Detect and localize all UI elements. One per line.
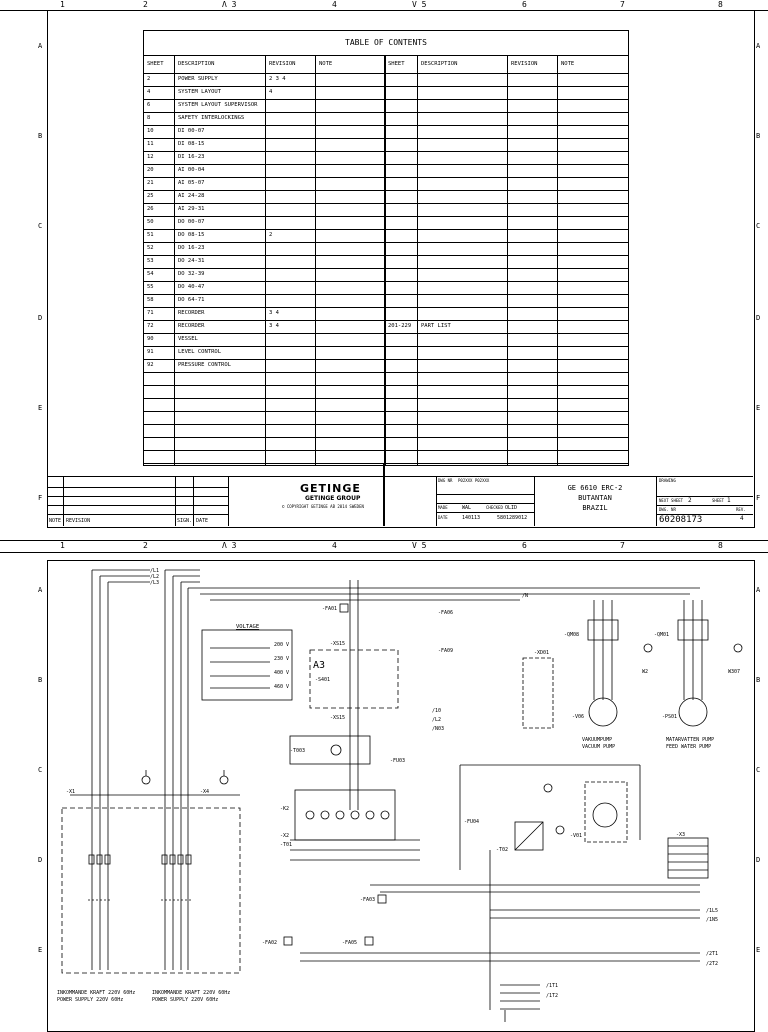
tb-sheet-value: 1 xyxy=(727,497,731,504)
ruler-row-e-right: E xyxy=(756,404,761,412)
toc-cell-description: VESSEL xyxy=(178,336,198,342)
tb-rule xyxy=(656,505,753,506)
device-t003: -T003 xyxy=(290,748,306,754)
tb-rule xyxy=(193,476,194,526)
ruler-col-8: 8 xyxy=(718,541,723,550)
toc-cell-description: DO 24-31 xyxy=(178,258,205,264)
toc-cell-description-2 xyxy=(418,99,421,112)
toc-cell-sheet: 12 xyxy=(147,154,154,160)
toc-row xyxy=(144,151,628,165)
device-xd01: -XD01 xyxy=(534,650,550,656)
toc-cell-description: AI 05-07 xyxy=(178,180,205,186)
toc-row xyxy=(144,450,628,464)
device-x3: -X3 xyxy=(676,832,686,838)
device-v06: -V06 xyxy=(572,714,585,720)
toc-row xyxy=(144,255,628,269)
toc-cell-description-2 xyxy=(418,242,421,255)
toc-row xyxy=(144,346,628,360)
tb-date2-label: DATE xyxy=(438,515,448,520)
voltage-title: VOLTAGE xyxy=(236,624,260,630)
device-fa06: -FA06 xyxy=(438,610,454,616)
toc-cell-sheet: 71 xyxy=(147,310,154,316)
toc-cell-description: SAFETY INTERLOCKINGS xyxy=(178,115,245,121)
toc-cell-sheet: 92 xyxy=(147,362,154,368)
toc-col-sep xyxy=(265,55,266,465)
toc-cell-revision xyxy=(266,359,269,372)
ruler-row-b: B xyxy=(38,676,43,684)
tb-rule xyxy=(228,476,229,526)
device-v01: -V01 xyxy=(570,833,583,839)
toc-cell-sheet: 51 xyxy=(147,232,154,238)
tb-rule xyxy=(47,496,228,497)
tb-docno-value: 60208173 xyxy=(659,515,703,525)
ruler-col-6: 6 xyxy=(522,541,527,550)
ref-l2b: /L2 xyxy=(432,717,442,723)
toc-cell-description: DI 08-15 xyxy=(178,141,205,147)
toc-row xyxy=(144,307,628,321)
toc-header-revision: REVISION xyxy=(269,61,296,67)
toc-cell-sheet: 52 xyxy=(147,245,154,251)
toc-col-sep xyxy=(384,55,386,465)
tb-sheet-label: SHEET xyxy=(712,498,725,503)
toc-table xyxy=(143,30,629,466)
tb-rule xyxy=(436,512,534,513)
toc-header-note-2: NOTE xyxy=(561,61,575,67)
ruler-row-a: A xyxy=(38,586,43,594)
toc-cell-description-2 xyxy=(418,294,421,307)
tb-date-label: DATE xyxy=(196,518,209,524)
voltage-400: 400 V xyxy=(274,670,290,676)
toc-cell-sheet-2: 201-229 xyxy=(388,323,412,329)
toc-cell-description: AI 00-04 xyxy=(178,167,205,173)
ruler-row-c: C xyxy=(38,222,43,230)
toc-cell-sheet: 4 xyxy=(147,89,151,95)
toc-header-description-2: DESCRIPTION xyxy=(421,61,458,67)
ruler-row-a-right: A xyxy=(756,42,761,50)
toc-cell-sheet: 58 xyxy=(147,297,154,303)
toc-cell-revision xyxy=(266,255,269,268)
ruler-row-a-right: A xyxy=(756,586,761,594)
toc-header-revision-2: REVISION xyxy=(511,61,538,67)
ruler-row-d: D xyxy=(38,856,43,864)
ruler-col-2: 2 xyxy=(143,541,148,550)
ruler-row-f-right: F xyxy=(756,494,761,502)
toc-col-sep xyxy=(174,55,175,465)
toc-header-note: NOTE xyxy=(319,61,333,67)
toc-row xyxy=(144,281,628,295)
toc-cell-revision xyxy=(266,112,269,125)
supply-mid-label-en: POWER SUPPLY 220V 60Hz xyxy=(152,997,219,1003)
ruler-col-4: 4 xyxy=(332,0,337,9)
ref-1n5: /1N5 xyxy=(706,917,719,923)
ruler-row-d: D xyxy=(38,314,43,322)
tb-next-sheet-value: 2 xyxy=(688,497,692,504)
toc-row xyxy=(144,268,628,282)
toc-cell-description: DO 00-07 xyxy=(178,219,205,225)
toc-cell-description-2 xyxy=(418,229,421,242)
toc-row xyxy=(144,112,628,126)
ruler-col-5: V 5 xyxy=(412,0,427,9)
toc-col-sep xyxy=(315,55,316,465)
tb-rule xyxy=(175,476,176,526)
device-w2: W2 xyxy=(642,669,649,675)
ruler-row-c-right: C xyxy=(756,766,761,774)
toc-header-sheet-2: SHEET xyxy=(388,61,405,67)
toc-row xyxy=(144,385,628,399)
ref-1l5: /1L5 xyxy=(706,908,719,914)
toc-cell-revision xyxy=(266,203,269,216)
tb-rule xyxy=(534,476,535,526)
ref-1t2: /1T2 xyxy=(546,993,559,999)
tb-revision-label: REVISION xyxy=(66,518,91,524)
toc-cell-revision xyxy=(266,268,269,281)
tb-dwg-value: P02XXX P02XXX xyxy=(458,478,490,483)
ruler-col-3: Λ 3 xyxy=(222,541,237,550)
toc-row xyxy=(144,73,628,87)
device-t01: -T01 xyxy=(280,842,293,848)
power-supply-schematic xyxy=(0,540,768,1024)
ruler-row-b-right: B xyxy=(756,676,761,684)
toc-cell-description: SYSTEM LAYOUT xyxy=(178,89,222,95)
toc-row xyxy=(144,424,628,438)
tb-made-value: WAL xyxy=(462,505,472,511)
project-line-1: GE 6610 ERC-2 xyxy=(567,484,623,492)
ref-2t1: /2T1 xyxy=(706,951,719,957)
toc-cell-revision: 4 xyxy=(269,89,273,95)
toc-title: TABLE OF CONTENTS xyxy=(144,31,628,56)
vacuum-pump-label-en: VACUUM PUMP xyxy=(582,744,616,750)
toc-header-description: DESCRIPTION xyxy=(178,61,215,67)
toc-cell-description: RECORDER xyxy=(178,310,205,316)
toc-cell-sheet: 10 xyxy=(147,128,154,134)
device-qm01: -QM01 xyxy=(654,632,670,638)
ruler-row-d-right: D xyxy=(756,314,761,322)
toc-cell-revision xyxy=(266,177,269,190)
tb-rule xyxy=(436,494,534,495)
toc-cell-description: DI 00-07 xyxy=(178,128,205,134)
ruler-col-5: V 5 xyxy=(412,541,427,550)
device-ps01: -PS01 xyxy=(662,714,678,720)
toc-row xyxy=(144,242,628,256)
tb-prep-value: 5801289012 xyxy=(497,515,528,521)
project-line-3: BRAZIL xyxy=(582,504,608,512)
device-fa02: -FA02 xyxy=(262,940,278,946)
ruler-row-b-right: B xyxy=(756,132,761,140)
device-x4: -X4 xyxy=(200,789,210,795)
ref-l2: /L2 xyxy=(150,574,160,580)
toc-header-row xyxy=(144,55,628,74)
ruler-top-line xyxy=(0,10,768,11)
toc-row xyxy=(144,320,628,334)
toc-cell-description: DO 40-47 xyxy=(178,284,205,290)
toc-cell-description: DO 64-71 xyxy=(178,297,205,303)
toc-cell-description: POWER SUPPLY xyxy=(178,76,218,82)
ruler-col-1: 1 xyxy=(60,0,65,9)
toc-row xyxy=(144,203,628,217)
toc-cell-description-2 xyxy=(418,268,421,281)
device-qm08: -QM08 xyxy=(564,632,580,638)
toc-row xyxy=(144,372,628,386)
device-fa09: -FA09 xyxy=(438,648,454,654)
toc-cell-description-2 xyxy=(418,112,421,125)
voltage-200: 200 V xyxy=(274,642,290,648)
device-k2: -K2 xyxy=(280,806,290,812)
supply-left-label-en: POWER SUPPLY 220V 60Hz xyxy=(57,997,124,1003)
toc-cell-description-2 xyxy=(418,346,421,359)
supply-left-label: INKOMMANDE KRAFT 220V 60Hz xyxy=(57,990,136,996)
toc-cell-sheet: 26 xyxy=(147,206,154,212)
a3-label: A3 xyxy=(313,660,326,671)
toc-cell-sheet: 8 xyxy=(147,115,151,121)
tb-rule xyxy=(63,476,64,526)
tb-rev-value: 4 xyxy=(740,515,744,522)
toc-row xyxy=(144,333,628,347)
toc-col-sep xyxy=(507,55,508,465)
device-t02: -T02 xyxy=(496,847,509,853)
toc-cell-sheet: 72 xyxy=(147,323,154,329)
toc-col-sep xyxy=(417,55,418,465)
tb-rule xyxy=(436,476,437,526)
tb-drawing-label: DRAWING xyxy=(659,478,676,483)
tb-dwg-label: DWG NR xyxy=(438,478,453,483)
toc-cell-description: DI 16-23 xyxy=(178,154,205,160)
ruler-row-c: C xyxy=(38,766,43,774)
toc-cell-revision xyxy=(266,138,269,151)
toc-row xyxy=(144,359,628,373)
toc-header-sheet: SHEET xyxy=(147,61,164,67)
toc-cell-revision xyxy=(266,294,269,307)
tb-date2-value: 140113 xyxy=(462,515,481,521)
tb-rule xyxy=(656,496,753,497)
toc-row xyxy=(144,437,628,451)
toc-cell-description: SYSTEM LAYOUT SUPERVISOR xyxy=(178,102,258,108)
toc-cell-description-2 xyxy=(418,177,421,190)
toc-cell-revision xyxy=(266,216,269,229)
toc-cell-revision xyxy=(266,333,269,346)
tb-next-sheet-label: NEXT SHEET xyxy=(659,498,684,503)
ruler-col-6: 6 xyxy=(522,0,527,9)
ruler-row-f: F xyxy=(38,494,43,502)
toc-col-sep xyxy=(557,55,558,465)
title-block-top xyxy=(47,476,753,477)
toc-row xyxy=(144,138,628,152)
ruler-row-e: E xyxy=(38,404,43,412)
device-fa01: -FA01 xyxy=(322,606,338,612)
toc-cell-sheet: 6 xyxy=(147,102,151,108)
ruler-col-7: 7 xyxy=(620,0,625,9)
toc-cell-description-2: PART LIST xyxy=(421,323,451,329)
toc-cell-sheet: 54 xyxy=(147,271,154,277)
toc-cell-revision xyxy=(266,281,269,294)
ruler-col-3: Λ 3 xyxy=(222,0,237,9)
tb-rule xyxy=(656,476,657,526)
toc-row xyxy=(144,398,628,412)
toc-row xyxy=(144,411,628,425)
toc-row xyxy=(144,177,628,191)
ruler-col-4: 4 xyxy=(332,541,337,550)
toc-cell-revision xyxy=(266,242,269,255)
ruler-col-7: 7 xyxy=(620,541,625,550)
getinge-group: GETINGE GROUP xyxy=(305,495,361,502)
toc-row xyxy=(144,216,628,230)
toc-cell-description-2 xyxy=(418,333,421,346)
voltage-460: 460 V xyxy=(274,684,290,690)
toc-cell-description-2 xyxy=(418,86,421,99)
toc-cell-revision xyxy=(266,190,269,203)
toc-cell-description-2 xyxy=(418,151,421,164)
device-x2: -X2 xyxy=(280,833,290,839)
ref-2t2: /2T2 xyxy=(706,961,719,967)
device-xs15: -XS15 xyxy=(330,641,346,647)
supply-mid-label: INKOMMANDE KRAFT 220V 60Hz xyxy=(152,990,231,996)
tb-rev-label: REV. xyxy=(736,507,746,512)
toc-cell-sheet: 2 xyxy=(147,76,151,82)
ref-n03: /N03 xyxy=(432,726,445,732)
toc-cell-revision xyxy=(266,99,269,112)
ruler-row-e: E xyxy=(38,946,43,954)
tb-rule xyxy=(47,514,228,515)
toc-row xyxy=(144,294,628,308)
toc-row xyxy=(144,190,628,204)
device-fa03: -FA03 xyxy=(360,897,376,903)
toc-cell-sheet: 21 xyxy=(147,180,154,186)
toc-row xyxy=(144,125,628,139)
toc-cell-revision: 2 3 4 xyxy=(269,76,286,82)
toc-cell-description: DO 32-39 xyxy=(178,271,205,277)
toc-cell-description: DO 08-15 xyxy=(178,232,205,238)
device-w307: W307 xyxy=(728,669,741,675)
ref-n: /N xyxy=(522,593,529,599)
device-fa05: -FA05 xyxy=(342,940,358,946)
feed-pump-label: MATARVATTEN PUMP xyxy=(666,737,715,743)
ruler-row-e-right: E xyxy=(756,946,761,954)
tb-rule xyxy=(47,487,228,488)
toc-cell-description-2 xyxy=(418,307,421,320)
toc-cell-revision xyxy=(266,164,269,177)
ruler-row-a: A xyxy=(38,42,43,50)
ref-1t1: /1T1 xyxy=(546,983,559,989)
tb-checked-label: CHECKED xyxy=(486,505,503,510)
ruler-row-c-right: C xyxy=(756,222,761,230)
tb-rule xyxy=(47,505,228,506)
toc-cell-sheet: 20 xyxy=(147,167,154,173)
toc-cell-revision: 3 4 xyxy=(269,323,279,329)
toc-cell-sheet: 50 xyxy=(147,219,154,225)
vacuum-pump-label: VAKUUMPUMP xyxy=(582,737,613,743)
toc-cell-description: AI 29-31 xyxy=(178,206,205,212)
toc-row xyxy=(144,86,628,100)
toc-cell-description-2 xyxy=(418,203,421,216)
tb-rule xyxy=(436,503,534,504)
feed-pump-label-en: FEED WATER PUMP xyxy=(666,744,712,750)
toc-cell-description-2 xyxy=(418,190,421,203)
toc-cell-description: RECORDER xyxy=(178,323,205,329)
toc-cell-description: DO 16-23 xyxy=(178,245,205,251)
device-fu04: -FU04 xyxy=(464,819,480,825)
toc-cell-revision: 3 4 xyxy=(269,310,279,316)
tb-docno-label: DWG. NR xyxy=(659,507,676,512)
ref-10: /10 xyxy=(432,708,442,714)
getinge-logo: GETINGE xyxy=(300,482,361,495)
toc-row xyxy=(144,164,628,178)
ruler-col-1: 1 xyxy=(60,541,65,550)
tb-note-label: NOTE xyxy=(49,518,62,524)
toc-cell-description: PRESSURE CONTROL xyxy=(178,362,231,368)
toc-cell-sheet: 55 xyxy=(147,284,154,290)
center-divider xyxy=(383,464,385,526)
device-s401: -S401 xyxy=(315,677,331,683)
toc-cell-description: LEVEL CONTROL xyxy=(178,349,222,355)
toc-cell-description-2 xyxy=(418,359,421,372)
toc-cell-revision: 2 xyxy=(269,232,273,238)
tb-made-label: MADE xyxy=(438,505,448,510)
voltage-230: 230 V xyxy=(274,656,290,662)
toc-cell-description-2 xyxy=(418,138,421,151)
toc-cell-sheet: 90 xyxy=(147,336,154,342)
toc-cell-description: AI 24-28 xyxy=(178,193,205,199)
tb-checked-value: OLID xyxy=(505,505,518,511)
power-supply-sheet xyxy=(0,540,768,1024)
tb-sign-label: SIGN. xyxy=(177,518,193,524)
ruler-row-b: B xyxy=(38,132,43,140)
toc-row xyxy=(144,99,628,113)
toc-cell-description-2 xyxy=(418,125,421,138)
ruler-row-d-right: D xyxy=(756,856,761,864)
device-fu03: -FU03 xyxy=(390,758,406,764)
toc-cell-description-2 xyxy=(418,164,421,177)
device-x1: -X1 xyxy=(66,789,76,795)
toc-cell-description-2 xyxy=(418,281,421,294)
toc-cell-revision xyxy=(266,346,269,359)
toc-cell-sheet: 53 xyxy=(147,258,154,264)
toc-cell-sheet: 11 xyxy=(147,141,154,147)
tb-copyright: © COPYRIGHT GETINGE AB 2014 SWEDEN xyxy=(282,504,364,509)
ref-l1: /L1 xyxy=(150,568,160,574)
ruler-col-2: 2 xyxy=(143,0,148,9)
device-xs15b: -XS15 xyxy=(330,715,346,721)
toc-cell-sheet: 91 xyxy=(147,349,154,355)
toc-cell-revision xyxy=(266,125,269,138)
toc-cell-sheet: 25 xyxy=(147,193,154,199)
ref-l3: /L3 xyxy=(150,580,160,586)
ruler-col-8: 8 xyxy=(718,0,723,9)
toc-cell-description-2 xyxy=(418,73,421,86)
project-line-2: BUTANTAN xyxy=(578,494,612,502)
toc-cell-description-2 xyxy=(418,216,421,229)
toc-cell-revision xyxy=(266,151,269,164)
toc-cell-description-2 xyxy=(418,255,421,268)
toc-row xyxy=(144,229,628,243)
